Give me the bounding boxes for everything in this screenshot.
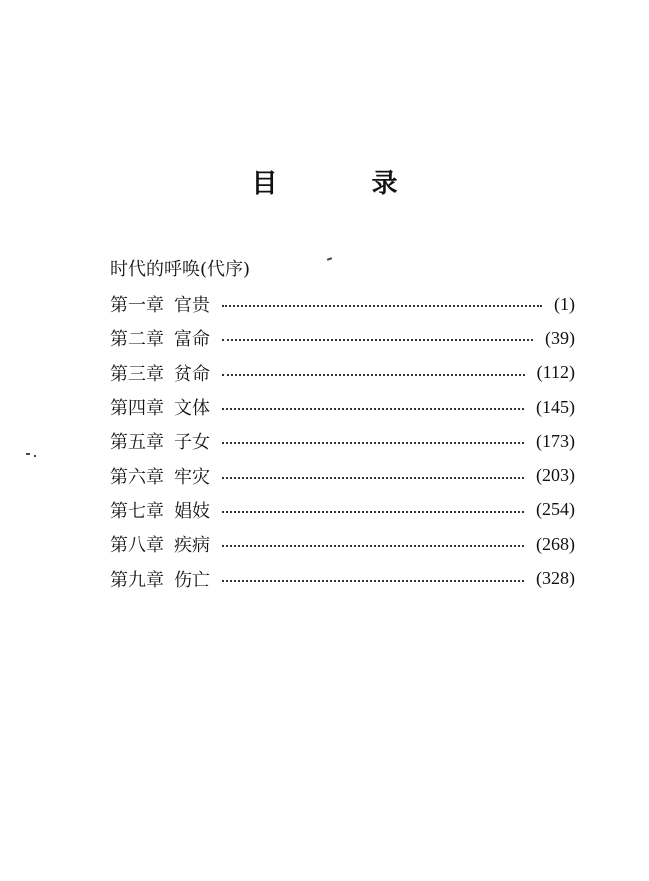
toc-entry	[110, 356, 575, 390]
preface-entry: 时代的呼唤(代序)	[110, 259, 251, 280]
toc-entry	[110, 390, 575, 424]
dot-leader	[222, 305, 542, 307]
chapter-number: 第一章	[110, 295, 164, 317]
page-number: (268)	[536, 533, 575, 554]
dot-leader	[222, 374, 525, 376]
toc-entry-list	[110, 287, 575, 596]
page-number: (1)	[554, 293, 575, 314]
dot-leader	[222, 511, 524, 513]
dot-leader	[222, 408, 524, 410]
scan-speck	[26, 453, 30, 455]
toc-entry	[110, 458, 575, 492]
page-number: (173)	[536, 430, 575, 451]
toc-entry	[110, 527, 575, 561]
chapter-title: 文体	[174, 398, 210, 420]
chapter-number: 第九章	[110, 569, 164, 591]
page-number: (145)	[536, 396, 575, 417]
page-title: 目 录	[251, 169, 432, 199]
dot-leader	[222, 580, 524, 582]
dot-leader	[222, 545, 524, 547]
chapter-number: 第三章	[110, 363, 164, 385]
chapter-number: 第四章	[110, 398, 164, 420]
scan-speck	[34, 455, 36, 457]
chapter-title: 子女	[174, 432, 210, 454]
chapter-number: 第七章	[110, 500, 164, 522]
chapter-number: 第八章	[110, 535, 164, 557]
chapter-title: 牢灾	[174, 466, 210, 488]
toc-entry	[110, 287, 575, 321]
page-number: (254)	[536, 499, 575, 520]
dot-leader	[222, 477, 524, 479]
chapter-number: 第二章	[110, 329, 164, 351]
chapter-title: 伤亡	[174, 569, 210, 591]
page-number: (203)	[536, 465, 575, 486]
dot-leader	[222, 442, 524, 444]
page-number: (328)	[536, 568, 575, 589]
page-number: (112)	[536, 362, 575, 383]
toc-entry	[110, 493, 575, 527]
chapter-title: 官贵	[174, 295, 210, 317]
toc-entry	[110, 424, 575, 458]
page-number: (39)	[545, 327, 575, 348]
chapter-number: 第六章	[110, 466, 164, 488]
scan-speck	[327, 257, 332, 261]
dot-leader	[222, 339, 533, 341]
chapter-title: 疾病	[174, 535, 210, 557]
chapter-title: 娼妓	[174, 500, 210, 522]
chapter-title: 贫命	[174, 363, 210, 385]
chapter-title: 富命	[174, 329, 210, 351]
chapter-number: 第五章	[110, 432, 164, 454]
toc-entry	[110, 561, 575, 595]
toc-entry	[110, 321, 575, 355]
